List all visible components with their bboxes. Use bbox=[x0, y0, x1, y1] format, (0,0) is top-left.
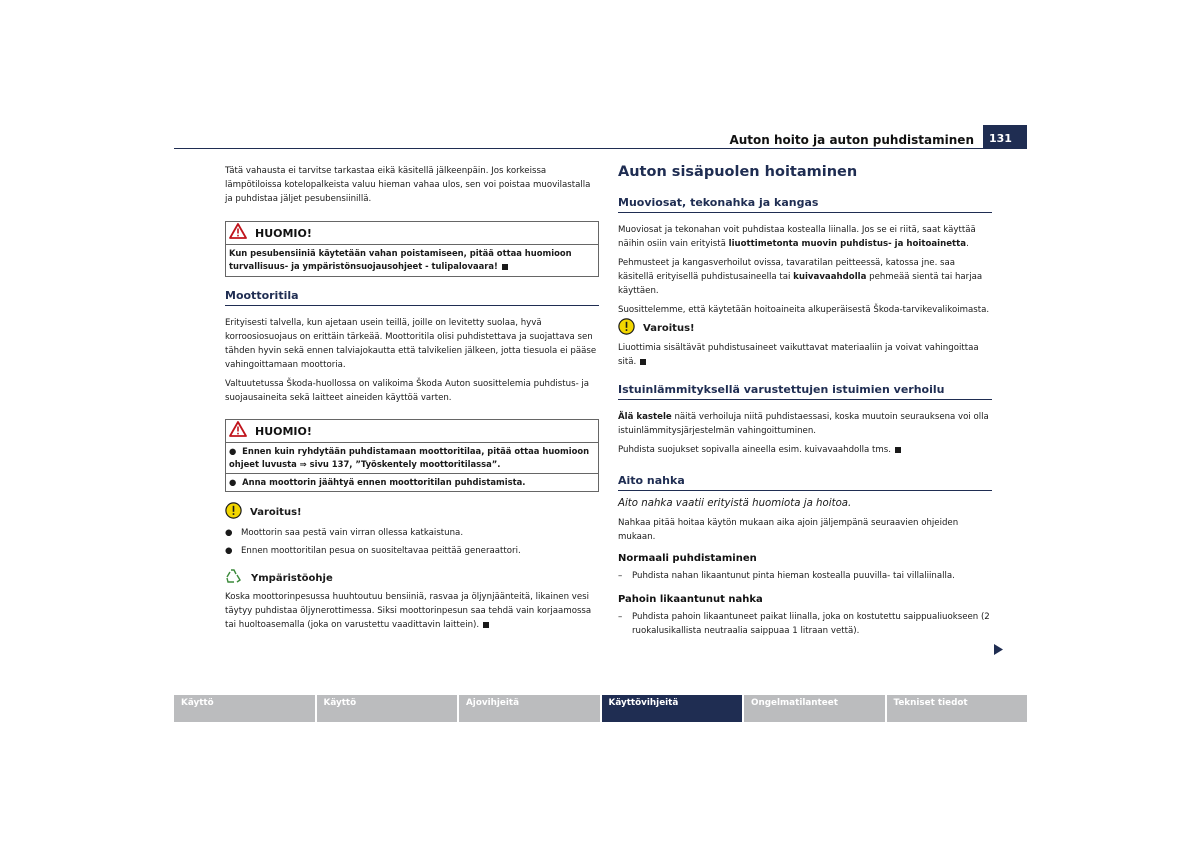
header-rule bbox=[174, 148, 1027, 149]
pahoin-item: Puhdista pahoin likaantuneet paikat liinalla, joka on kostutettu saippualiuokseen (2 ruokalusikallista neutraalia saippuaa 1 litraan vettä). bbox=[632, 612, 990, 636]
dash-marker: – bbox=[618, 571, 623, 581]
varoitus-text: Liuottimia sisältävät puhdistusaineet vaikuttavat materiaaliin ja voivat vahingoittaa sitä. bbox=[618, 343, 979, 367]
end-marker-icon bbox=[502, 264, 508, 270]
huomio-text: Kun pesubensiiniä käytetään vahan poistamiseen, pitää ottaa huomioon turvallisuus- ja ympäristönsuojausohjeet - tulipalovaara! bbox=[229, 248, 572, 271]
varoitus-item: Ennen moottoritilan pesua on suositeltavaa peittää generaattori. bbox=[241, 546, 521, 556]
huomio-item-text: Ennen kuin ryhdytään puhdistamaan moottoritilaa, pitää ottaa huomioon ohjeet luvusta ⇒ sivu 137, ”Työskentely moottoritilassa”. bbox=[229, 446, 590, 469]
bullet-icon: ● bbox=[229, 477, 243, 487]
normaali-item: Puhdista nahan likaantunut pinta hieman kostealla puuvilla- tai villaliinalla. bbox=[632, 571, 955, 581]
varoitus-item: Moottorin saa pestä vain virran ollessa katkaistuna. bbox=[241, 528, 464, 538]
aito-nahka-section bbox=[618, 474, 992, 638]
muoviosat-section bbox=[618, 196, 992, 317]
muoviosat-paragraph-1: Muoviosat ja tekonahan voit puhdistaa kostealla liinalla. Jos se ei riitä, saat käyttää näihin osiin vain erityistä liuottimetonta muovin puhdistus- ja hoitoainetta. bbox=[618, 225, 976, 249]
huomio-box-2 bbox=[225, 419, 599, 492]
aito-nahka-subtitle: Aito nahka vaatii erityistä huomiota ja hoitoa. bbox=[618, 498, 852, 509]
environment-recycle-icon bbox=[225, 568, 243, 589]
caution-circle-icon bbox=[618, 318, 635, 340]
tab-ajovihjeita[interactable]: Ajovihjeitä bbox=[459, 695, 600, 722]
end-marker-icon bbox=[483, 622, 489, 628]
huomio-item bbox=[226, 474, 598, 491]
caution-circle-icon bbox=[225, 502, 242, 524]
tab-kayttovihjeita[interactable]: Käyttövihjeitä bbox=[602, 695, 743, 722]
istuin-paragraph-1: Älä kastele näitä verhoiluja niitä puhdistaessasi, koska muutoin seurauksena voi olla istuinlämmitysjärjestelmän vahingoittuminen. bbox=[618, 412, 989, 436]
varoitus-title: Varoitus! bbox=[250, 507, 302, 518]
bullet-icon: ● bbox=[225, 546, 233, 556]
dash-marker: – bbox=[618, 612, 623, 622]
varoitus-note-right bbox=[618, 318, 992, 369]
normaali-heading: Normaali puhdistaminen bbox=[618, 553, 757, 564]
varoitus-title: Varoitus! bbox=[643, 323, 695, 334]
section-heading-aito-nahka: Aito nahka bbox=[618, 474, 992, 491]
section-heading-moottoritila: Moottoritila bbox=[225, 289, 599, 306]
istuin-section bbox=[618, 383, 992, 457]
page-number: 131 bbox=[983, 125, 1027, 149]
moottoritila-section bbox=[225, 289, 599, 405]
tab-kaytto-1[interactable]: Käyttö bbox=[174, 695, 315, 722]
pahoin-heading: Pahoin likaantunut nahka bbox=[618, 594, 763, 605]
varoitus-note-left bbox=[225, 502, 599, 558]
istuin-paragraph-2: Puhdista suojukset sopivalla aineella esim. kuivavaahdolla tms. bbox=[618, 445, 892, 455]
section-heading-istuin: Istuinlämmityksellä varustettujen istuimien verhoilu bbox=[618, 383, 992, 400]
continue-arrow-icon[interactable] bbox=[994, 640, 1003, 659]
section-heading-muoviosat: Muoviosat, tekonahka ja kangas bbox=[618, 196, 992, 213]
page-section-title: Auton sisäpuolen hoitaminen bbox=[618, 164, 858, 180]
huomio-title: HUOMIO! bbox=[255, 424, 312, 438]
left-column bbox=[225, 164, 599, 206]
ymparisto-title: Ympäristöohje bbox=[251, 572, 333, 584]
huomio-box-1 bbox=[225, 221, 599, 277]
bullet-icon: ● bbox=[225, 528, 233, 538]
warning-triangle-icon bbox=[229, 421, 247, 441]
running-header-title: Auton hoito ja auton puhdistaminen bbox=[729, 133, 974, 147]
moottoritila-paragraph-2: Valtuutetussa Škoda-huollossa on valikoima Škoda Auton suosittelemia puhdistus- ja suojausaineita sekä laitteet aineiden käyttöä varten. bbox=[225, 379, 590, 403]
moottoritila-paragraph-1: Erityisesti talvella, kun ajetaan usein teillä, joille on levitetty suolaa, hyvä korroosiosuojaus on erittäin tärkeää. Moottoritila olisi puhdistettava ja suojattava sen tähden hyvin sekä ennen talviajokautta että talvikelien jälkeen, jotta tiesuola ei pääse vahingoittamaan moottoria. bbox=[225, 318, 597, 370]
huomio-item bbox=[226, 443, 598, 474]
muoviosat-paragraph-3: Suosittelemme, että käytetään hoitoaineita alkuperäisestä Škoda-tarvikevalikoimasta. bbox=[618, 305, 990, 315]
ymparisto-note bbox=[225, 568, 599, 632]
huomio-item-text: Anna moottorin jäähtyä ennen moottoritilan puhdistamista. bbox=[242, 477, 526, 487]
tab-kaytto-2[interactable]: Käyttö bbox=[317, 695, 458, 722]
bullet-icon: ● bbox=[229, 446, 243, 456]
huomio-title: HUOMIO! bbox=[255, 226, 312, 240]
tab-tekniset-tiedot[interactable]: Tekniset tiedot bbox=[887, 695, 1028, 722]
end-marker-icon bbox=[640, 359, 646, 365]
ymparisto-text: Koska moottorinpesussa huuhtoutuu bensiiniä, rasvaa ja öljynjäänteitä, likainen vesi täytyy puhdistaa öljynerottimessa. Siksi moottorinpesun saa tehdä vain korjaamossa tai huoltoasemalla (joka on varustettu vaadittavin laittein). bbox=[225, 592, 592, 630]
end-marker-icon bbox=[895, 447, 901, 453]
muoviosat-paragraph-2: Pehmusteet ja kangasverhoilut ovissa, tavaratilan peitteessä, katossa jne. saa käsitellä erityisellä puhdistusaineella tai kuivavaahdolla pehmeää sientä tai harjaa käyttäen. bbox=[618, 258, 983, 296]
chapter-tab-bar bbox=[174, 695, 1027, 722]
intro-paragraph: Tätä vahausta ei tarvitse tarkastaa eikä käsitellä jälkeenpäin. Jos korkeissa lämpötiloissa kotelopalkeista valuu hieman vahaa ulos, sen voi poistaa muovilastalla ja puhdistaa jäljet pesubensiinillä. bbox=[225, 166, 591, 204]
aito-nahka-paragraph: Nahkaa pitää hoitaa käytön mukaan aika ajoin jäljempänä seuraavien ohjeiden mukaan. bbox=[618, 518, 959, 542]
tab-ongelmatilanteet[interactable]: Ongelmatilanteet bbox=[744, 695, 885, 722]
warning-triangle-icon bbox=[229, 223, 247, 243]
